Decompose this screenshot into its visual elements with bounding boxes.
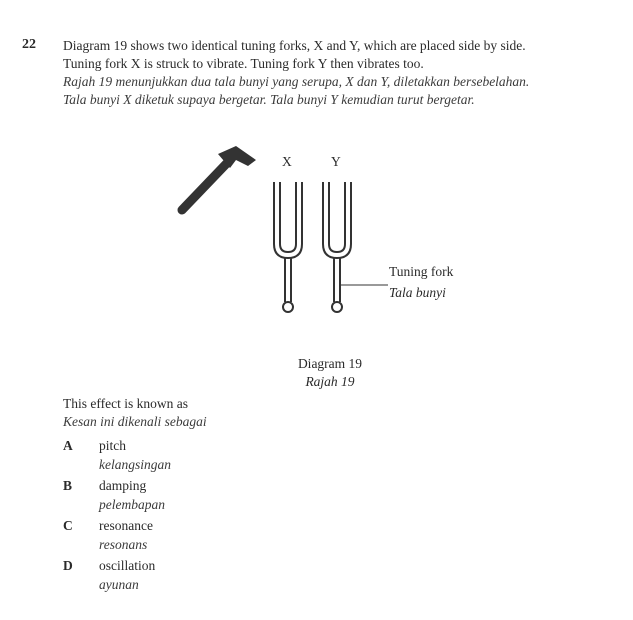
option-letter: B xyxy=(63,478,73,493)
option-text-en: damping xyxy=(99,478,147,493)
question-stem-en: This effect is known as xyxy=(63,396,188,411)
option-text-my: kelangsingan xyxy=(99,457,171,472)
option-text-en: pitch xyxy=(99,438,126,453)
question-line-en-1: Diagram 19 shows two identical tuning forks, X and Y, which are placed side by side. xyxy=(63,38,526,53)
option-text-my: ayunan xyxy=(99,577,139,592)
label-y: Y xyxy=(331,154,341,169)
option-text-my: resonans xyxy=(99,537,148,552)
question-text xyxy=(63,37,623,109)
question-line-my-1: Rajah 19 menunjukkan dua tala bunyi yang serupa, X dan Y, diletakkan bersebelahan. xyxy=(63,74,530,89)
question-stem-my: Kesan ini dikenali sebagai xyxy=(63,414,207,429)
option-text-my: pelembapan xyxy=(99,497,165,512)
diagram-caption-en: Diagram 19 xyxy=(297,356,363,371)
tuning-fork-diagram xyxy=(160,140,480,330)
option-text-en: resonance xyxy=(99,518,153,533)
tuning-fork-label-my: Tala bunyi xyxy=(389,285,446,300)
question-number: 22 xyxy=(22,37,36,52)
label-x: X xyxy=(282,154,292,169)
tuning-fork-y xyxy=(323,182,351,312)
option-letter: C xyxy=(63,518,73,533)
diagram-caption-my: Rajah 19 xyxy=(305,374,355,389)
question-line-en-2: Tuning fork X is struck to vibrate. Tuning fork Y then vibrates too. xyxy=(63,56,424,71)
question-line-my-2: Tala bunyi X diketuk supaya bergetar. Tala bunyi Y kemudian turut bergetar. xyxy=(63,92,475,107)
hammer-icon xyxy=(182,146,256,210)
option-text-en: oscillation xyxy=(99,558,156,573)
tuning-fork-label-en: Tuning fork xyxy=(389,264,454,279)
option-letter: A xyxy=(63,438,73,453)
tuning-fork-x xyxy=(274,182,302,312)
option-letter: D xyxy=(63,558,73,573)
